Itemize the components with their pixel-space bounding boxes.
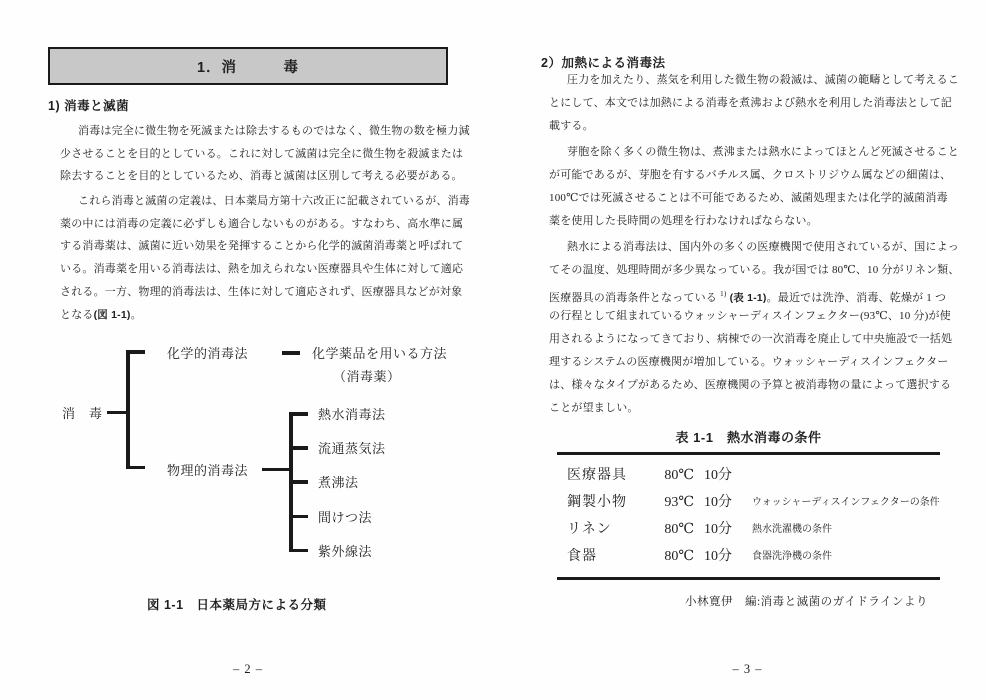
table-row xyxy=(557,462,940,489)
text-line: 載する。 xyxy=(549,120,594,132)
table-cell-temperature: 93℃ xyxy=(664,495,694,510)
text-line: する消毒薬は、滅菌に近い効果を発揮することから化学的滅菌消毒薬と呼ばれて xyxy=(60,240,464,253)
figure-caption: 図 1-1 日本薬局方による分類 xyxy=(147,598,327,612)
text-line: これら消毒と滅菌の定義は、日本薬局方第十六改正に記載されているが、消毒 xyxy=(78,195,470,208)
paragraph xyxy=(60,120,470,188)
diagram-chemical-child-sublabel: （消毒薬） xyxy=(333,369,401,384)
page-number-3: – 3 – xyxy=(732,662,763,676)
chapter-title: 1．消 毒 xyxy=(196,59,300,76)
table-cell-note: 食器洗浄機の条件 xyxy=(752,551,832,562)
diagram-bracket-physical xyxy=(289,412,293,552)
diagram-tick-chemical xyxy=(126,350,145,354)
body-text-right xyxy=(549,69,959,423)
text-line: てその温度、処理時間が多少異なっている。我が国では 80℃、10 分がリネン類、 xyxy=(549,264,960,276)
table-cell-note: 熱水洗濯機の条件 xyxy=(752,524,832,535)
table-row xyxy=(557,489,940,516)
table-title: 表 1-1 熱水消毒の条件 xyxy=(675,430,822,445)
page-number-2: – 2 – xyxy=(233,662,263,676)
table-rule-bottom xyxy=(557,577,940,580)
diagram-chemical-label: 化学的消毒法 xyxy=(167,346,249,361)
table-row xyxy=(557,543,940,570)
text-line: 薬の中には消毒の定義に必ずしも適合しないものがある。すなわち、高水準に属 xyxy=(60,217,464,230)
text-line: は、様々なタイプがあるため、医療機関の予算と被消毒物の量によって選択する xyxy=(549,379,952,391)
chapter-title-box xyxy=(48,47,448,85)
diagram-method-label: 流通蒸気法 xyxy=(318,441,386,456)
diagram-connector-root xyxy=(107,411,127,414)
text-line: 100℃では死滅させることは不可能であるため、滅菌処理または化学的滅菌消毒 xyxy=(549,192,948,204)
paragraph xyxy=(549,236,959,420)
text-line: ことが望ましい。 xyxy=(549,402,639,414)
table-cell-time: 10分 xyxy=(704,495,732,510)
table-cell-temperature: 80℃ xyxy=(664,549,694,564)
diagram-method-label: 煮沸法 xyxy=(318,475,359,490)
diagram-tick-item-3 xyxy=(289,480,308,484)
text-line: される。一方、物理的消毒法は、生体に対して適応されず、医療器具などが対象 xyxy=(60,285,463,298)
diagram-method-label: 間けつ法 xyxy=(318,510,373,525)
table-source-credit: 小林寛伊 編:消毒と滅菌のガイドラインより xyxy=(684,596,928,608)
text-line: となる(図 1-1)。 xyxy=(60,308,142,321)
diagram-connector-chemical-child xyxy=(282,351,300,355)
text-line: 芽胞を除く多くの微生物は、煮沸または熱水によってほとんど死滅させること xyxy=(567,146,959,158)
table-cell-temperature: 80℃ xyxy=(664,468,694,483)
paragraph xyxy=(549,69,959,138)
table-cell-time: 10分 xyxy=(704,549,732,564)
paragraph xyxy=(60,190,470,326)
diagram-tick-item-2 xyxy=(289,446,308,450)
paragraph xyxy=(549,141,959,233)
hot-water-conditions-table xyxy=(557,462,940,570)
diagram-tick-physical xyxy=(126,466,145,470)
diagram-bracket-main xyxy=(126,350,130,469)
body-text-left xyxy=(60,120,470,328)
diagram-tick-item-5 xyxy=(289,549,308,553)
text-line: 医療器具の消毒条件となっている $^{1)}$ (表 1-1)。最近では洗浄、消毒、乾燥が 1 つ xyxy=(549,289,947,304)
diagram-physical-label: 物理的消毒法 xyxy=(167,463,249,478)
table-cell-note: ウォッシャーディスインフェクターの条件 xyxy=(752,497,940,508)
text-line: 除去することを目的としているため、消毒と滅菌は区別して考える必要がある。 xyxy=(60,170,463,183)
section-heading-1: 1) 消毒と滅菌 xyxy=(48,99,130,113)
table-cell-item: 医療器具 xyxy=(567,468,627,483)
text-line: 理するシステムの医療機関が増加している。ウォッシャーディスインフェクター xyxy=(549,356,949,368)
text-line: 薬を使用した長時間の処理を行わなければならない。 xyxy=(549,215,818,227)
diagram-tick-item-4 xyxy=(289,515,308,519)
text-line: いる。消毒薬を用いる消毒法は、熱を加えられない医療器具や生体に対して適応 xyxy=(60,263,464,276)
table-cell-time: 10分 xyxy=(704,522,732,537)
diagram-tick-item-1 xyxy=(289,412,308,416)
section-heading-2: 2）加熱による消毒法 xyxy=(541,56,666,70)
table-cell-item: リネン xyxy=(567,522,612,537)
table-row xyxy=(557,516,940,543)
diagram-chemical-child-label: 化学薬品を用いる方法 xyxy=(312,346,448,361)
diagram-root-label: 消 毒 xyxy=(62,406,103,421)
diagram-connector-physical xyxy=(262,468,291,471)
table-cell-item: 食器 xyxy=(567,549,597,564)
text-line: 熱水による消毒法は、国内外の多くの医療機関で使用されているが、国によっ xyxy=(567,241,959,253)
table-cell-item: 鋼製小物 xyxy=(567,495,627,510)
text-line: が可能であるが、芽胞を有するバチルス属、クロストリジウム属などの細菌は、 xyxy=(549,169,952,181)
text-line: とにして、本文では加熱による消毒を煮沸および熱水を利用した消毒法として記 xyxy=(549,97,952,109)
text-line: 圧力を加えたり、蒸気を利用した微生物の殺滅は、滅菌の範疇として考えるこ xyxy=(567,74,959,86)
diagram-method-label: 熱水消毒法 xyxy=(318,407,386,422)
table-rule-top xyxy=(557,452,940,455)
text-line: 少させることを目的としている。これに対して滅菌は完全に微生物を殺滅または xyxy=(60,147,464,160)
table-cell-time: 10分 xyxy=(704,468,732,483)
diagram-method-label: 紫外線法 xyxy=(318,544,373,559)
text-line: 消毒は完全に微生物を死滅または除去するものではなく、微生物の数を極力減 xyxy=(78,125,470,137)
text-line: の行程として組まれているウォッシャーディスインフェクター(93℃、10 分)が使 xyxy=(549,310,951,322)
table-cell-temperature: 80℃ xyxy=(664,522,694,537)
text-line: 用されるようになってきており、病棟での一次消毒を廃止して中央施設で一括処 xyxy=(549,333,953,345)
